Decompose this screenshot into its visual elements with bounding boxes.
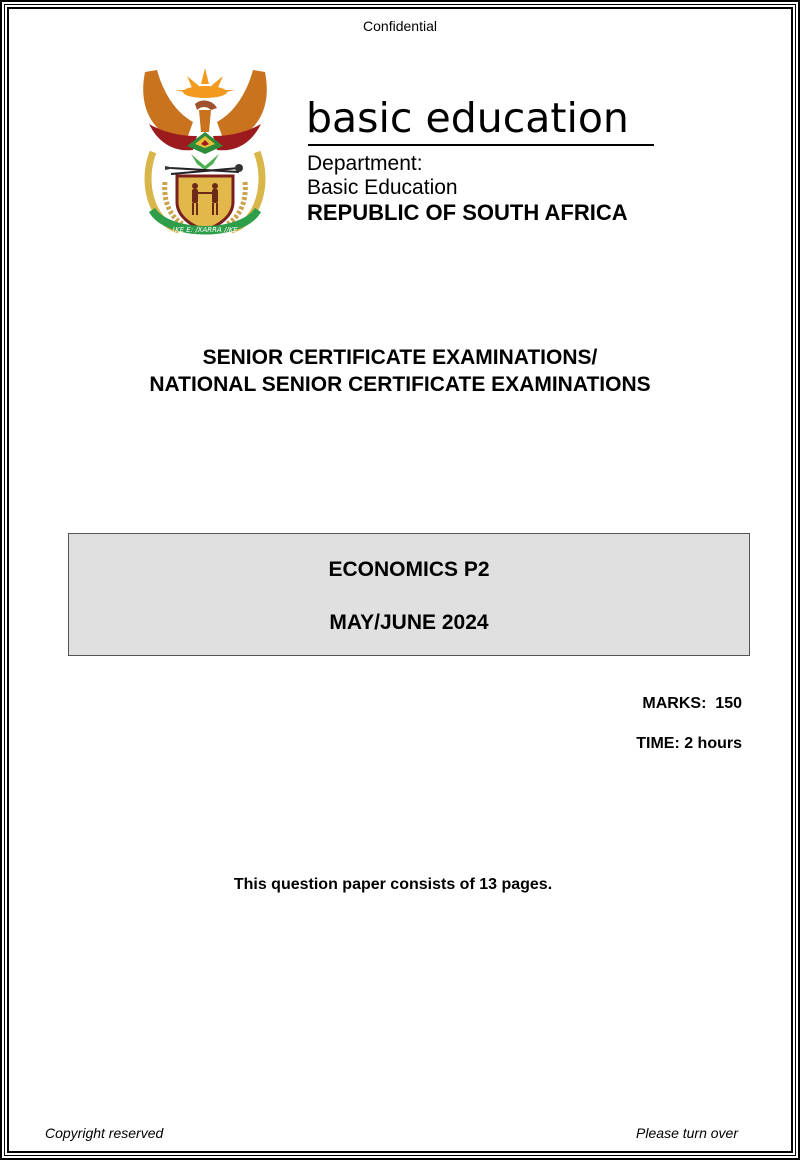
page-count-note: This question paper consists of 13 pages. bbox=[233, 876, 553, 893]
motto-text: !KE E: /XARRA //KE bbox=[172, 226, 238, 234]
subject-title: ECONOMICS P2 bbox=[328, 558, 490, 581]
footer-turn-over: Please turn over bbox=[636, 1125, 738, 1141]
department-branding bbox=[306, 92, 656, 226]
footer-copyright: Copyright reserved bbox=[45, 1125, 164, 1141]
marks-label: MARKS: 150 bbox=[642, 695, 742, 712]
brand-title: basic education bbox=[306, 94, 629, 142]
exam-heading-line2: NATIONAL SENIOR CERTIFICATE EXAMINATIONS bbox=[149, 373, 651, 396]
time-label: TIME: 2 hours bbox=[636, 735, 742, 752]
brand-department-name: Basic Education bbox=[307, 176, 458, 199]
confidential-label: Confidential bbox=[363, 18, 437, 34]
coat-of-arms-icon bbox=[135, 62, 275, 242]
exam-heading bbox=[0, 344, 800, 398]
exam-heading-line1: SENIOR CERTIFICATE EXAMINATIONS/ bbox=[202, 346, 598, 369]
brand-department-label: Department: bbox=[307, 152, 423, 175]
exam-date: MAY/JUNE 2024 bbox=[329, 611, 489, 634]
brand-divider bbox=[308, 144, 654, 146]
subject-box bbox=[68, 533, 750, 656]
brand-country: REPUBLIC OF SOUTH AFRICA bbox=[307, 200, 628, 225]
